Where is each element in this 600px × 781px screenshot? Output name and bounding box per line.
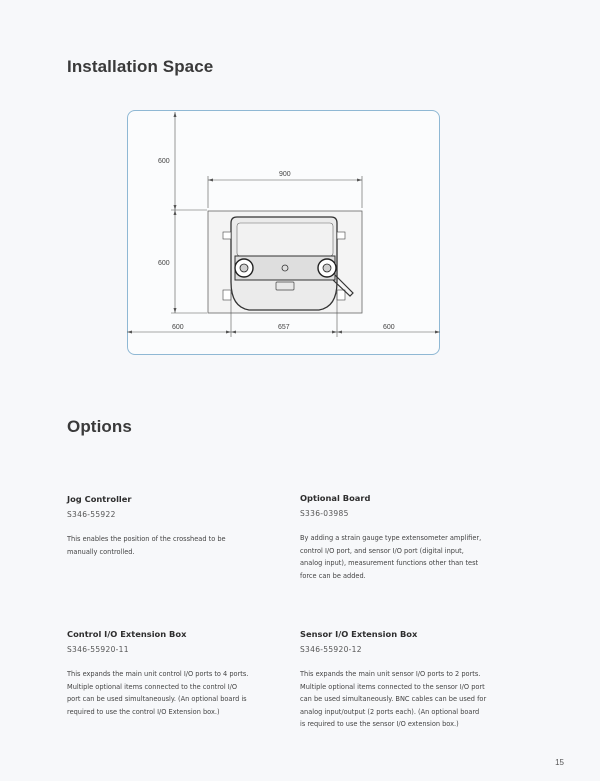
desc-line: Multiple optional items connected to the control I/O — [67, 682, 238, 691]
option-title: Sensor I/O Extension Box — [300, 629, 418, 639]
desc-line: Multiple optional items connected to the sensor I/O port — [300, 682, 485, 691]
desc-line: manually controlled. — [67, 547, 135, 556]
dim-width-top: 900 — [279, 171, 291, 178]
option-description — [67, 533, 282, 558]
option-title: Optional Board — [300, 493, 371, 503]
option-jog-controller — [67, 494, 282, 558]
desc-line: force can be added. — [300, 571, 366, 580]
option-title: Control I/O Extension Box — [67, 629, 187, 639]
dim-right-clearance: 600 — [383, 324, 395, 331]
dim-machine-depth: 600 — [158, 260, 170, 267]
option-description — [300, 532, 515, 582]
option-code: S346-55922 — [67, 510, 116, 519]
desc-line: analog input), measurement functions other than test — [300, 559, 479, 568]
installation-space-diagram — [127, 110, 440, 355]
installation-space-title: Installation Space — [67, 57, 214, 76]
page-number: 15 — [555, 758, 564, 767]
option-sensor-io-extension-box — [300, 629, 515, 731]
machine-top-view — [223, 217, 353, 310]
desc-line: This expands the main unit control I/O ports to 4 ports. — [67, 670, 249, 678]
option-description — [67, 668, 282, 718]
option-code: S346-55920-12 — [300, 645, 362, 654]
desc-line: This expands the main unit sensor I/O ports to 2 ports. — [300, 670, 481, 678]
desc-line: This enables the position of the crosshead to be — [67, 535, 226, 543]
option-code: S346-55920-11 — [67, 645, 129, 654]
option-description — [300, 668, 515, 731]
option-control-io-extension-box — [67, 629, 282, 718]
desc-line: control I/O port, and sensor I/O port (digital input, — [300, 546, 464, 555]
desc-line: port can be used simultaneously. (An optional board is — [67, 695, 247, 704]
options-title: Options — [67, 417, 132, 436]
dim-left-clearance: 600 — [172, 324, 184, 331]
option-code: S336-03985 — [300, 509, 349, 518]
desc-line: By adding a strain gauge type extensometer amplifier, — [300, 534, 482, 542]
dim-machine-width: 657 — [278, 324, 290, 331]
option-optional-board — [300, 493, 515, 582]
option-title: Jog Controller — [67, 494, 132, 504]
dim-top-clearance: 600 — [158, 158, 170, 165]
desc-line: analog input/output (2 ports each). (An optional board — [300, 707, 480, 716]
desc-line: can be used simultaneously. BNC cables can be used for — [300, 695, 487, 704]
desc-line: required to use the control I/O Extension box.) — [67, 707, 220, 716]
desc-line: is required to use the sensor I/O extension box.) — [300, 720, 459, 729]
